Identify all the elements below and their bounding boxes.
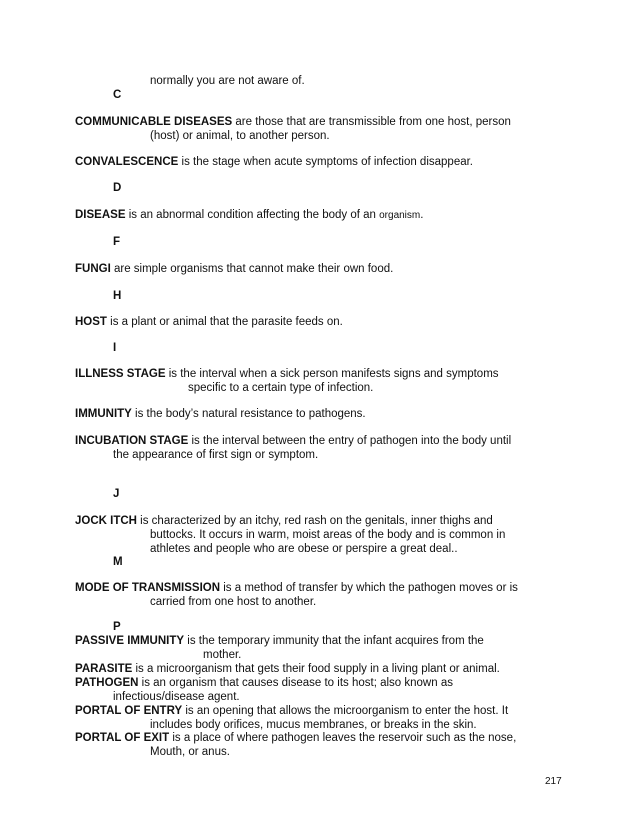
section-letter-c: C: [113, 89, 122, 101]
term-communicable-diseases-cont: (host) or animal, to another person.: [150, 130, 330, 142]
term-jock-itch-cont-1: buttocks. It occurs in warm, moist areas of the body and is common in: [150, 529, 506, 541]
term-incubation-stage-cont: the appearance of first sign or symptom.: [113, 449, 319, 461]
term-portal-of-entry: PORTAL OF ENTRY is an opening that allows the microorganism to enter the host. It: [75, 705, 509, 717]
section-letter-p: P: [113, 621, 121, 633]
term-illness-stage-cont: specific to a certain type of infection.: [188, 382, 374, 394]
term-host: HOST is a plant or animal that the parasite feeds on.: [75, 316, 343, 328]
section-letter-m: M: [113, 556, 123, 568]
line-continuation: normally you are not aware of.: [150, 75, 305, 87]
term-fungi: FUNGI are simple organisms that cannot make their own food.: [75, 263, 394, 275]
term-immunity: IMMUNITY is the body’s natural resistance to pathogens.: [75, 408, 366, 420]
term-incubation-stage: INCUBATION STAGE is the interval between the entry of pathogen into the body until: [75, 435, 512, 447]
term-jock-itch: JOCK ITCH is characterized by an itchy, red rash on the genitals, inner thighs and: [75, 515, 493, 527]
section-letter-i: I: [113, 342, 117, 354]
term-mode-of-transmission: MODE OF TRANSMISSION is a method of transfer by which the pathogen moves or is: [75, 582, 518, 594]
term-jock-itch-cont-2: athletes and people who are obese or perspire a great deal..: [150, 543, 458, 555]
term-portal-of-entry-cont: includes body orifices, mucus membranes, or breaks in the skin.: [150, 719, 477, 731]
page-number: 217: [545, 776, 562, 787]
section-letter-d: D: [113, 182, 122, 194]
section-letter-h: H: [113, 290, 122, 302]
term-convalescence: CONVALESCENCE is the stage when acute symptoms of infection disappear.: [75, 156, 474, 168]
term-communicable-diseases: COMMUNICABLE DISEASES are those that are transmissible from one host, person: [75, 116, 511, 128]
term-portal-of-exit-cont: Mouth, or anus.: [150, 746, 230, 758]
term-mode-of-transmission-cont: carried from one host to another.: [150, 596, 317, 608]
term-portal-of-exit: PORTAL OF EXIT is a place of where pathogen leaves the reservoir such as the nose,: [75, 732, 517, 744]
section-letter-j: J: [113, 488, 120, 500]
term-passive-immunity-cont: mother.: [203, 649, 242, 661]
term-illness-stage: ILLNESS STAGE is the interval when a sick person manifests signs and symptoms: [75, 368, 499, 380]
term-pathogen: PATHOGEN is an organism that causes disease to its host; also known as: [75, 677, 453, 689]
term-parasite: PARASITE is a microorganism that gets their food supply in a living plant or animal.: [75, 663, 500, 675]
term-disease: DISEASE is an abnormal condition affecting the body of an organism.: [75, 209, 424, 221]
term-passive-immunity: PASSIVE IMMUNITY is the temporary immunity that the infant acquires from the: [75, 635, 484, 647]
section-letter-f: F: [113, 236, 121, 248]
term-pathogen-cont: infectious/disease agent.: [113, 691, 240, 703]
